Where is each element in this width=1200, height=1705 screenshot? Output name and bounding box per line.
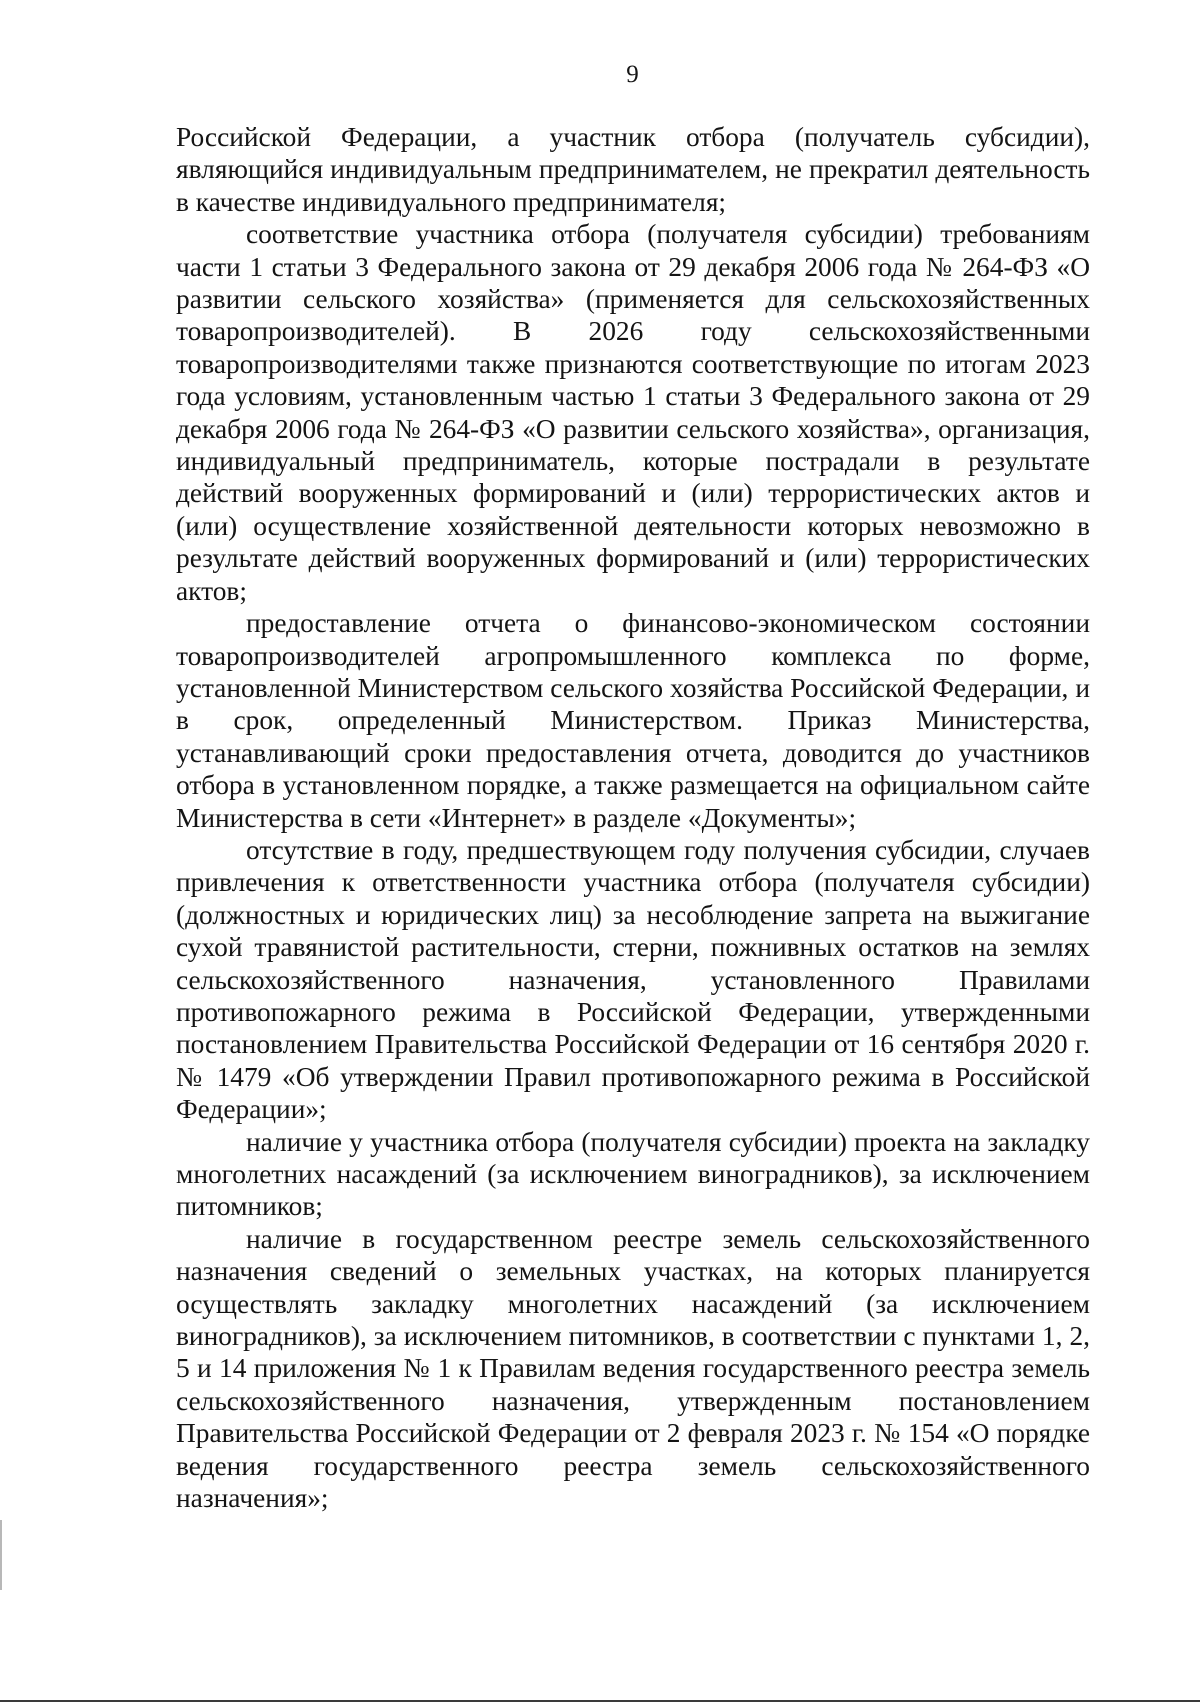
document-body	[176, 121, 1090, 1514]
paragraph-compliance-requirements: соответствие участника отбора (получателя субсидии) требованиям части 1 статьи 3 Федерального закона от 29 декабря 2006 года № 264-ФЗ «О развитии сельского хозяйства» (применяется для сельскохозяйственных товаропроизводителей). В 2026 году сельскохозяйственными товаропроизводителями также признаются соответствующие по итогам 2023 года условиям, установленным частью 1 статьи 3 Федерального закона от 29 декабря 2006 года № 264-ФЗ «О развитии сельского хозяйства», организация, индивидуальный предприниматель, которые пострадали в результате действий вооруженных формирований и (или) террористических актов и (или) осуществление хозяйственной деятельности которых невозможно в результате действий вооруженных формирований и (или) террористических актов;	[176, 219, 1090, 606]
scan-edge-mark	[0, 1520, 2, 1590]
paragraph-land-registry: наличие в государственном реестре земель сельскохозяйственного назначения сведений о земельных участках, на которых планируется осуществлять закладку многолетних насаждений (за исключением виноградников), за исключением питомников, в соответствии с пунктами 1, 2, 5 и 14 приложения № 1 к Правилам ведения государственного реестра земель сельскохозяйственного назначения, утвержденным постановлением Правительства Российской Федерации от 2 февраля 2023 г. № 154 «О порядке ведения государственного реестра земель сельскохозяйственного назначения»;	[176, 1223, 1090, 1514]
paragraph-continuation: Российской Федерации, а участник отбора (получатель субсидии), являющийся индивидуальным предпринимателем, не прекратил деятельность в качестве индивидуального предпринимателя;	[176, 122, 1090, 217]
page-number: 9	[626, 61, 639, 88]
scan-bottom-edge	[0, 1700, 1200, 1702]
paragraph-fire-safety: отсутствие в году, предшествующем году получения субсидии, случаев привлечения к ответственности участника отбора (получателя субсидии) (должностных и юридических лиц) за несоблюдение запрета на выжигание сухой травянистой растительности, стерни, пожнивных остатков на землях сельскохозяйственного назначения, установленного Правилами противопожарного режима в Российской Федерации, утвержденными постановлением Правительства Российской Федерации от 16 сентября 2020 г. № 1479 «Об утверждении Правил противопожарного режима в Российской Федерации»;	[176, 834, 1090, 1125]
paragraph-financial-report: предоставление отчета о финансово-экономическом состоянии товаропроизводителей агропромышленного комплекса по форме, установленной Министерством сельского хозяйства Российской Федерации, и в срок, определенный Министерством. Приказ Министерства, устанавливающий сроки предоставления отчета, доводится до участников отбора в установленном порядке, а также размещается на официальном сайте Министерства в сети «Интернет» в разделе «Документы»;	[176, 608, 1090, 833]
paragraph-planting-project: наличие у участника отбора (получателя субсидии) проекта на закладку многолетних насаждений (за исключением виноградников), за исключением питомников;	[176, 1126, 1090, 1222]
